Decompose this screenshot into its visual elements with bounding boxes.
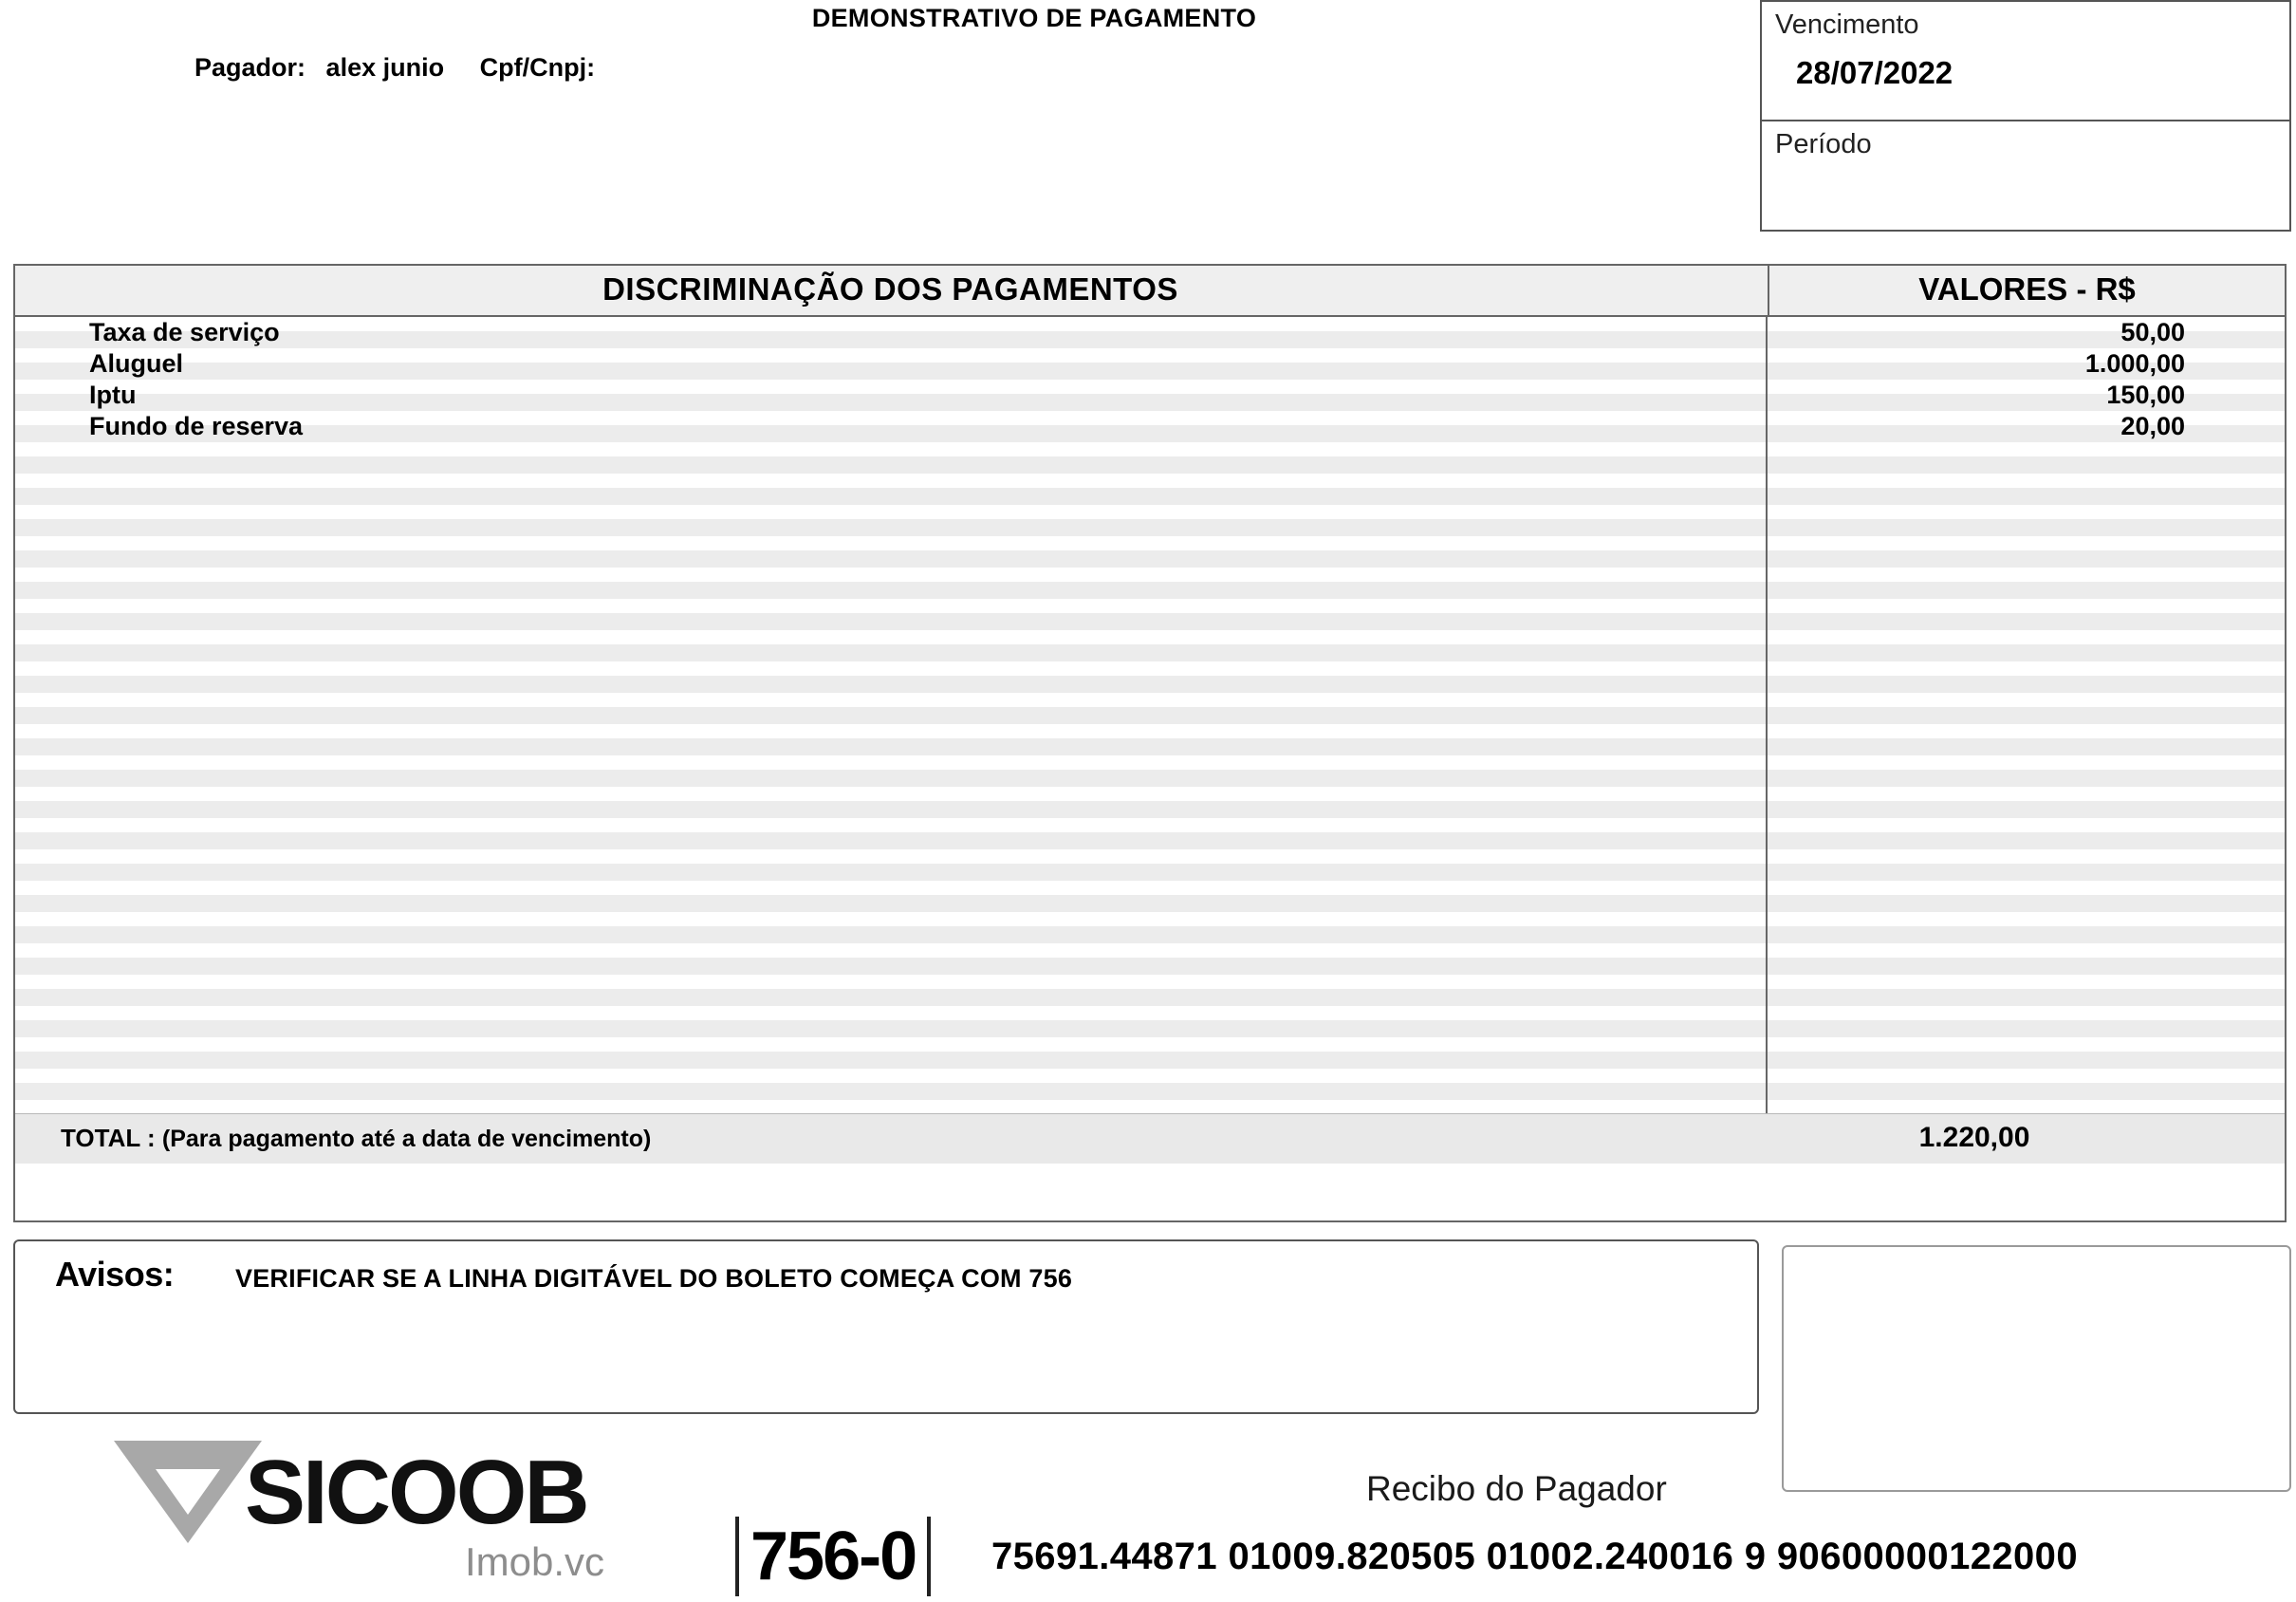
table-zebra-background — [15, 317, 2285, 1164]
table-row — [15, 317, 2285, 348]
notices-box — [13, 1239, 1759, 1414]
page-title: DEMONSTRATIVO DE PAGAMENTO — [811, 4, 1257, 32]
payer-line — [194, 53, 849, 84]
digitable-line: 75691.44871 01009.820505 01002.240016 9 90600000122000 — [991, 1536, 2078, 1577]
table-row — [15, 348, 2285, 380]
cpf-label: Cpf/Cnpj: — [479, 53, 596, 82]
payer-label: Pagador: — [194, 53, 306, 82]
payments-table — [13, 264, 2287, 1222]
due-date-label: Vencimento — [1775, 9, 1919, 40]
table-rows — [15, 317, 2285, 442]
due-date-value: 28/07/2022 — [1796, 55, 1953, 90]
table-body — [15, 317, 2285, 1164]
bank-name: SICOOB — [245, 1442, 587, 1543]
column-header-values: VALORES - R$ — [1768, 266, 2285, 315]
row-description: Taxa de serviço — [89, 318, 280, 346]
authentication-box — [1782, 1245, 2291, 1492]
table-header-row — [15, 266, 2285, 317]
table-row — [15, 380, 2285, 411]
row-value: 1.000,00 — [2084, 349, 2185, 378]
total-label: TOTAL : — [61, 1124, 156, 1152]
total-value: 1.220,00 — [1918, 1122, 2030, 1153]
row-value: 150,00 — [2106, 381, 2185, 409]
table-column-separator — [1766, 317, 1768, 1164]
triangle-inner-icon — [156, 1469, 220, 1515]
row-description: Aluguel — [89, 349, 183, 378]
period-box — [1760, 121, 2291, 232]
notices-text: VERIFICAR SE A LINHA DIGITÁVEL DO BOLETO COMEÇA COM 756 — [235, 1264, 1073, 1293]
total-note: (Para pagamento até a data de vencimento) — [161, 1126, 652, 1152]
table-row — [15, 411, 2285, 442]
column-header-description: DISCRIMINAÇÃO DOS PAGAMENTOS — [602, 271, 1178, 307]
row-value: 20,00 — [2120, 412, 2185, 440]
bank-code: 756-0 — [735, 1517, 931, 1596]
notices-label: Avisos: — [55, 1255, 175, 1294]
receipt-label: Recibo do Pagador — [1366, 1469, 1667, 1508]
row-description: Fundo de reserva — [89, 412, 304, 440]
sicoob-logo — [114, 1435, 721, 1587]
row-description: Iptu — [89, 381, 137, 409]
payer-name: alex junio — [325, 53, 445, 82]
bank-subtitle: Imob.vc — [465, 1539, 605, 1584]
total-label-group — [61, 1124, 651, 1153]
cpf-value — [612, 55, 849, 84]
period-label: Período — [1775, 129, 1872, 159]
due-date-box — [1760, 0, 2291, 121]
total-row — [15, 1113, 2285, 1164]
row-value: 50,00 — [2120, 318, 2185, 346]
